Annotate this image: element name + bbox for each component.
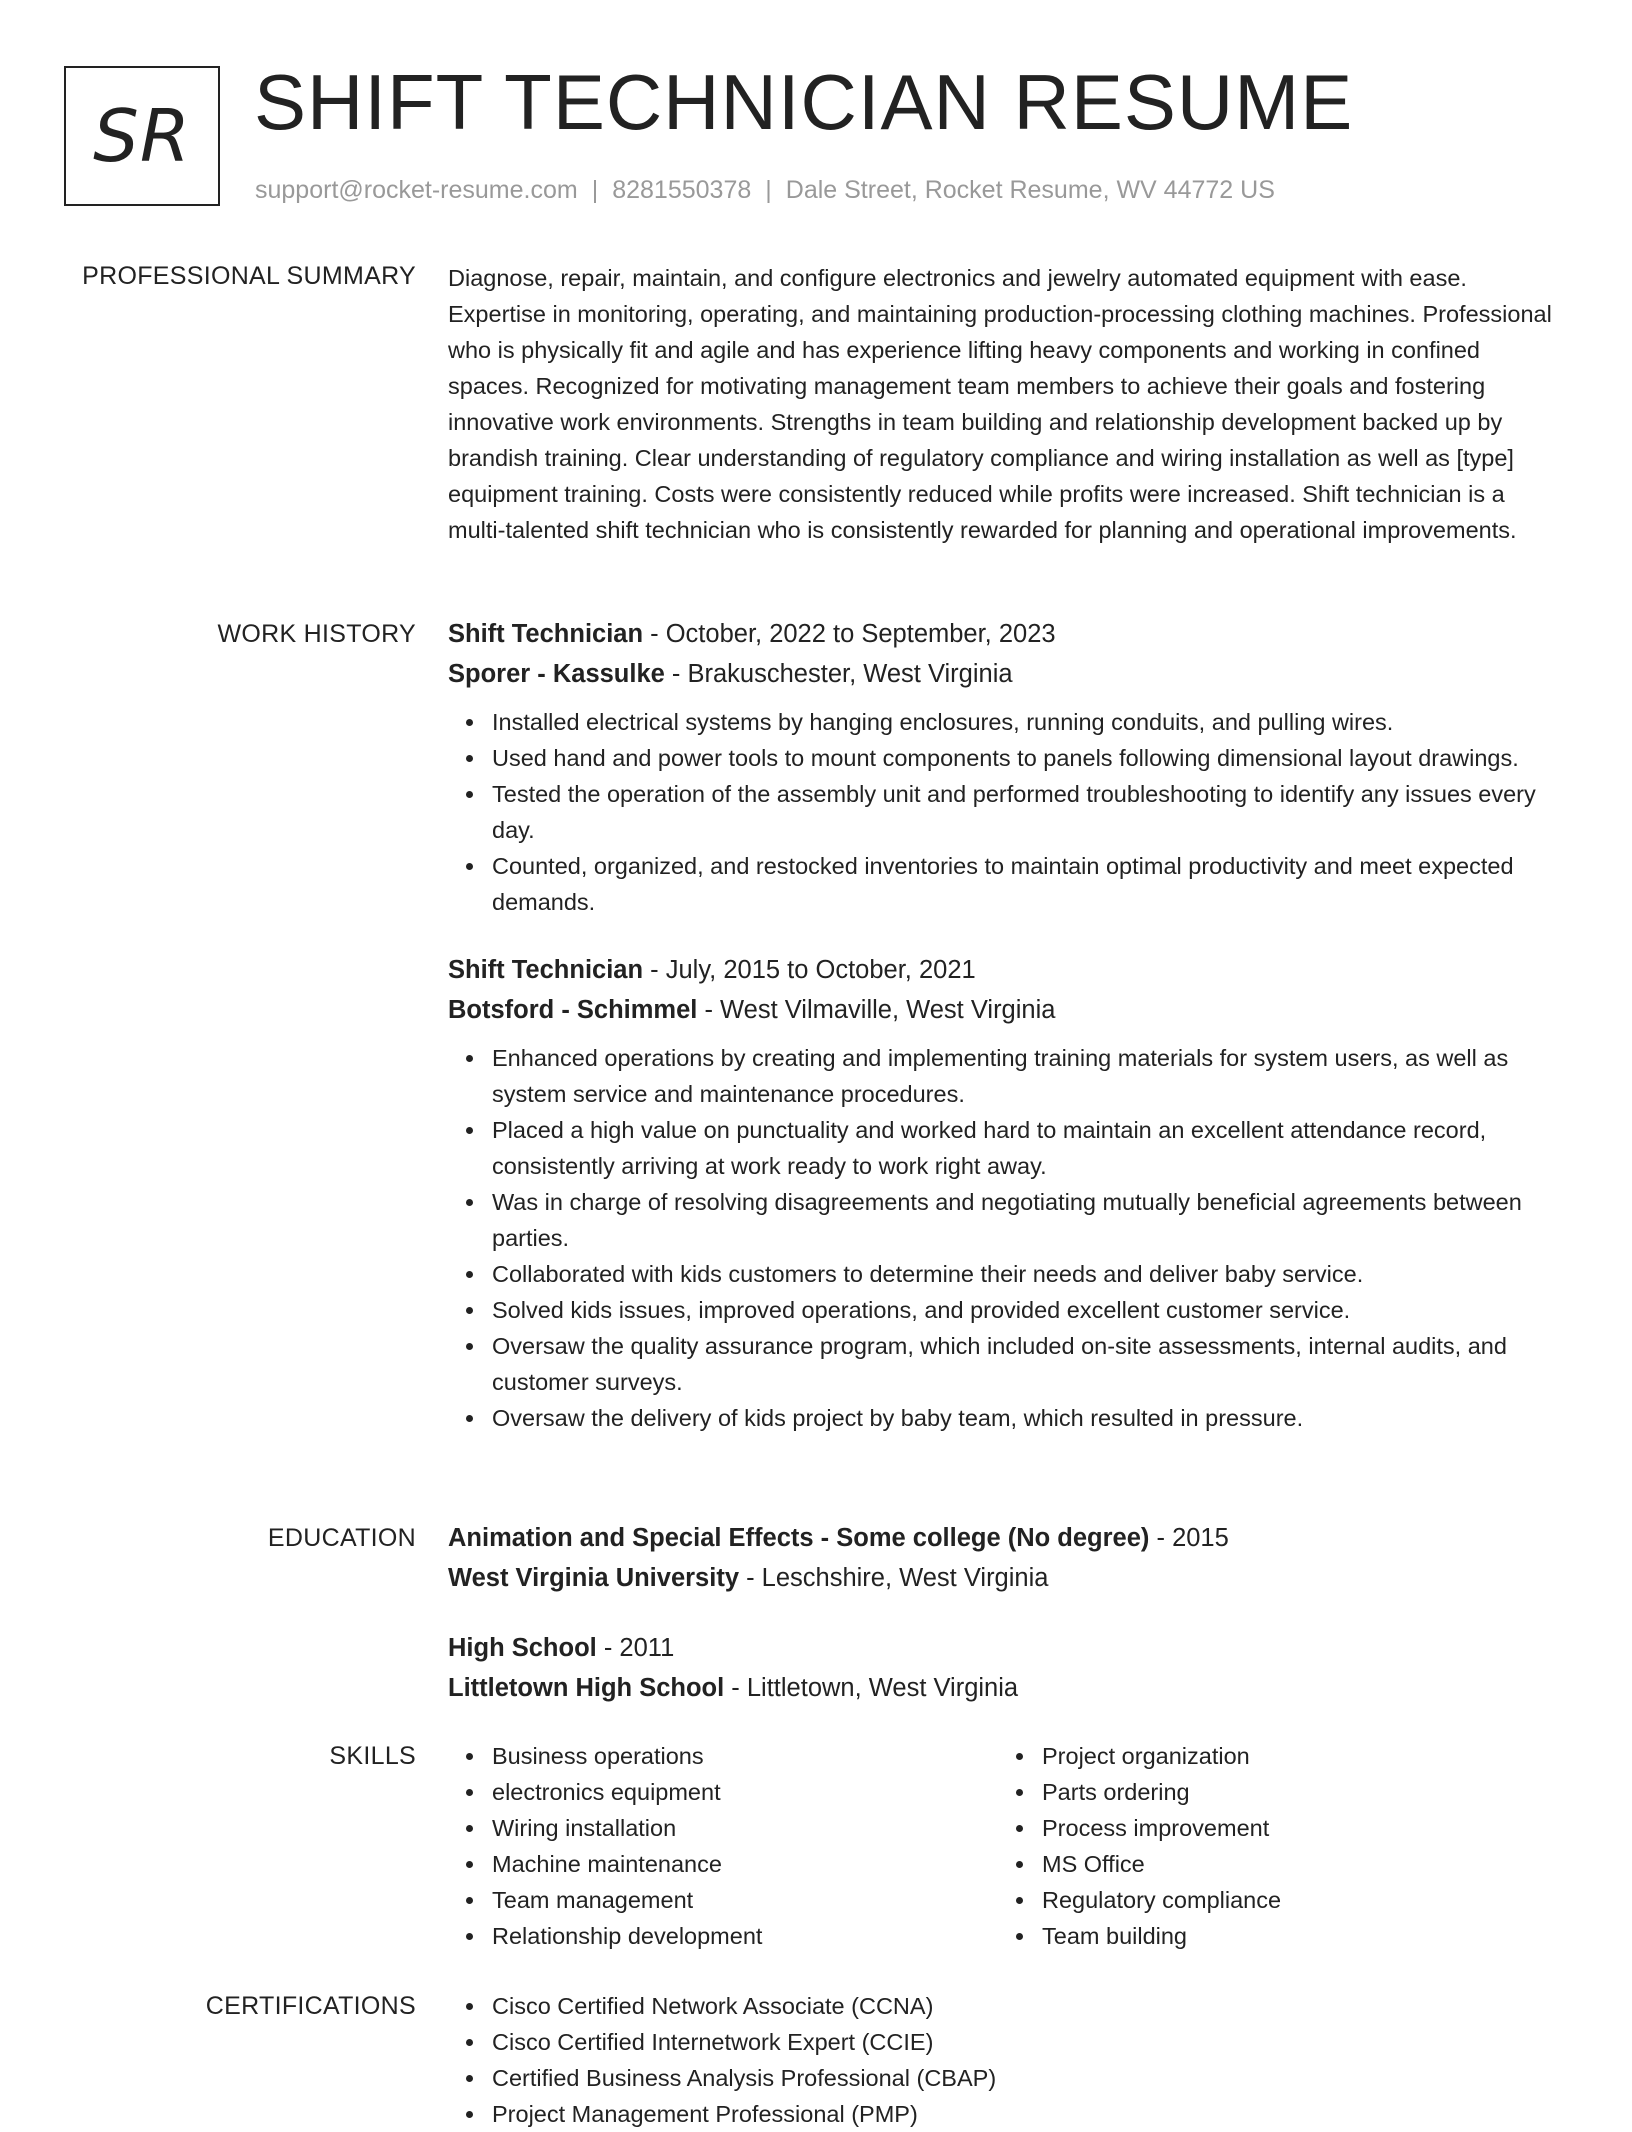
skill-item: MS Office (1042, 1846, 1548, 1882)
skill-item: Team management (492, 1882, 998, 1918)
job-dates: - October, 2022 to September, 2023 (643, 620, 1056, 648)
job-bullet: Enhanced operations by creating and implementing training materials for system users, as well as system service and maintenance procedures. (492, 1040, 1566, 1112)
job-entry (448, 614, 1566, 920)
section-label-certifications: CERTIFICATIONS (205, 1992, 416, 2020)
job-bullet: Installed electrical systems by hanging enclosures, running conduits, and pulling wires. (492, 704, 1566, 740)
skills-list-left (448, 1738, 998, 1954)
skill-item: Machine maintenance (492, 1846, 998, 1882)
job-company: Sporer - Kassulke (448, 660, 665, 688)
certification-item: Cisco Certified Internetwork Expert (CCIE) (492, 2024, 1566, 2060)
job-title-line (448, 614, 1566, 654)
education-degree-line (448, 1628, 1566, 1668)
job-company-line (448, 990, 1566, 1030)
job-bullets (448, 704, 1566, 920)
certification-item: Project Management Professional (PMP) (492, 2096, 1566, 2132)
education-degree: Animation and Special Effects - Some college (No degree) (448, 1524, 1150, 1552)
section-label-summary: PROFESSIONAL SUMMARY (82, 262, 416, 290)
job-bullet: Counted, organized, and restocked inventories to maintain optimal productivity and meet expected demands. (492, 848, 1566, 920)
job-company-line (448, 654, 1566, 694)
job-bullet: Oversaw the delivery of kids project by baby team, which resulted in pressure. (492, 1400, 1566, 1436)
skill-item: electronics equipment (492, 1774, 998, 1810)
summary-body (448, 260, 1566, 548)
skill-item: Parts ordering (1042, 1774, 1548, 1810)
contact-email[interactable]: support@rocket-resume.com (255, 176, 578, 204)
job-location: - West Vilmaville, West Virginia (697, 996, 1056, 1024)
skill-item: Regulatory compliance (1042, 1882, 1548, 1918)
job-entry (448, 950, 1566, 1436)
certification-item: Cisco Certified Network Associate (CCNA) (492, 1988, 1566, 2024)
certifications-list (448, 1988, 1566, 2132)
education-body (448, 1518, 1566, 1708)
education-school-line (448, 1668, 1566, 1708)
skills-column-left (448, 1738, 998, 1954)
skill-item: Process improvement (1042, 1810, 1548, 1846)
summary-text: Diagnose, repair, maintain, and configure electronics and jewelry automated equipment with ease. Expertise in monitoring, operating, and maintaining production-processing clothing machines. Professional who is physically fit and agile and has experience lifting heavy components and working in confined spaces. Recognized for motivating management team members to achieve their goals and fostering innovative work environments. Strengths in team building and relationship development backed up by brandish training. Clear understanding of regulatory compliance and wiring installation as well as [type] equipment training. Costs were consistently reduced while profits were increased. Shift technician is a multi-talented shift technician who is consistently rewarded for planning and operational improvements. (448, 265, 1552, 543)
section-label-skills: SKILLS (329, 1742, 416, 1770)
monogram-logo (64, 66, 220, 206)
education-school: Littletown High School (448, 1674, 725, 1702)
contact-address: Dale Street, Rocket Resume, WV 44772 US (785, 176, 1275, 204)
skill-item: Wiring installation (492, 1810, 998, 1846)
skills-body (448, 1738, 1566, 1954)
skill-item: Team building (1042, 1918, 1548, 1954)
contact-line (255, 174, 1275, 206)
skill-item: Project organization (1042, 1738, 1548, 1774)
monogram-initials: SR (93, 94, 191, 178)
contact-separator: | (765, 176, 772, 204)
section-label-work-history: WORK HISTORY (217, 620, 416, 648)
certifications-body (448, 1988, 1566, 2132)
education-degree-line (448, 1518, 1566, 1558)
education-school-line (448, 1558, 1566, 1598)
skills-list-right (998, 1738, 1548, 1954)
certification-item: Certified Business Analysis Professional (CBAP) (492, 2060, 1566, 2096)
contact-phone[interactable]: 8281550378 (612, 176, 752, 204)
job-dates: - July, 2015 to October, 2021 (643, 956, 976, 984)
job-title: Shift Technician (448, 620, 644, 648)
section-label-education: EDUCATION (267, 1524, 416, 1552)
education-year: - 2015 (1149, 1524, 1229, 1552)
education-year: - 2011 (596, 1634, 675, 1662)
education-entry (448, 1518, 1566, 1598)
job-bullet: Used hand and power tools to mount components to panels following dimensional layout drawings. (492, 740, 1566, 776)
education-entry (448, 1628, 1566, 1708)
job-bullets (448, 1040, 1566, 1436)
contact-separator: | (591, 176, 599, 204)
job-bullet: Collaborated with kids customers to determine their needs and deliver baby service. (492, 1256, 1566, 1292)
resume-title: SHIFT TECHNICIAN RESUME (254, 58, 1354, 146)
job-company: Botsford - Schimmel (448, 996, 698, 1024)
education-school: West Virginia University (448, 1564, 739, 1592)
job-bullet: Tested the operation of the assembly unit and performed troubleshooting to identify any issues every day. (492, 776, 1566, 848)
job-title-line (448, 950, 1566, 990)
skills-column-right (998, 1738, 1548, 1954)
job-bullet: Was in charge of resolving disagreements and negotiating mutually beneficial agreements between parties. (492, 1184, 1566, 1256)
education-location: - Leschshire, West Virginia (739, 1564, 1049, 1592)
job-bullet: Oversaw the quality assurance program, which included on-site assessments, internal audits, and customer surveys. (492, 1328, 1566, 1400)
skill-item: Relationship development (492, 1918, 998, 1954)
skills-columns (448, 1738, 1566, 1954)
job-title: Shift Technician (448, 956, 644, 984)
job-bullet: Placed a high value on punctuality and worked hard to maintain an excellent attendance record, consistently arriving at work ready to work right away. (492, 1112, 1566, 1184)
work-history-body (448, 614, 1566, 1436)
job-location: - Brakuschester, West Virginia (664, 660, 1013, 688)
education-degree: High School (448, 1634, 597, 1662)
skill-item: Business operations (492, 1738, 998, 1774)
education-location: - Littletown, West Virginia (724, 1674, 1019, 1702)
job-bullet: Solved kids issues, improved operations, and provided excellent customer service. (492, 1292, 1566, 1328)
